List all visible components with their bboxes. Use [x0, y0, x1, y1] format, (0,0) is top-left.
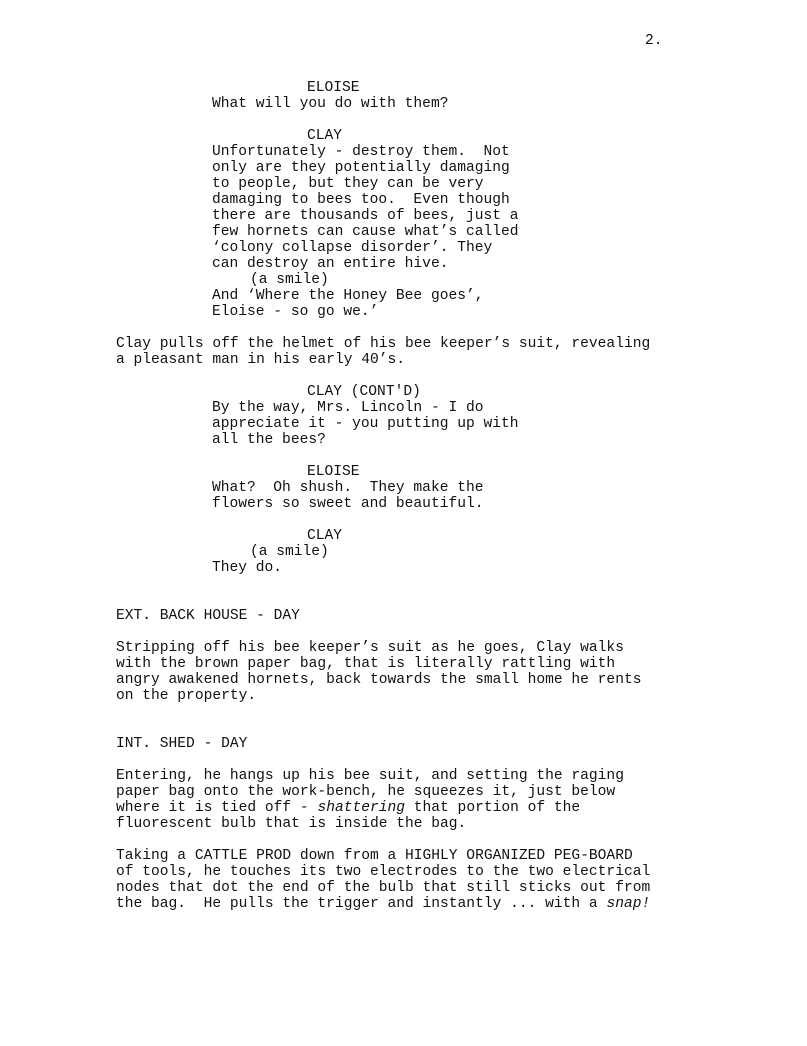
- dialogue-line: By the way, Mrs. Lincoln - I do: [212, 400, 484, 416]
- dialogue-line: to people, but they can be very: [212, 176, 484, 192]
- dialogue-line: appreciate it - you putting up with: [212, 416, 519, 432]
- dialogue-line: flowers so sweet and beautiful.: [212, 496, 484, 512]
- emphasis-text: snap!: [606, 896, 651, 912]
- action-text: where it is tied off -: [116, 800, 318, 816]
- action-line: fluorescent bulb that is inside the bag.: [116, 816, 467, 832]
- scene-heading: INT. SHED - DAY: [116, 736, 248, 752]
- dialogue-line: ‘colony collapse disorder’. They: [212, 240, 493, 256]
- action-line: angry awakened hornets, back towards the small home he rents: [116, 672, 642, 688]
- character-name: CLAY (CONT'D): [307, 384, 421, 400]
- action-line: Taking a CATTLE PROD down from a HIGHLY ORGANIZED PEG-BOARD: [116, 848, 633, 864]
- action-text: that portion of the: [405, 800, 581, 816]
- action-line: [116, 800, 580, 816]
- action-line: nodes that dot the end of the bulb that still sticks out from: [116, 880, 651, 896]
- action-text: the bag. He pulls the trigger and instantly ... with a: [116, 896, 607, 912]
- action-line: with the brown paper bag, that is literally rattling with: [116, 656, 616, 672]
- dialogue-line: there are thousands of bees, just a: [212, 208, 519, 224]
- action-line: Clay pulls off the helmet of his bee keeper’s suit, revealing: [116, 336, 651, 352]
- dialogue-line: only are they potentially damaging: [212, 160, 510, 176]
- parenthetical: (a smile): [250, 272, 329, 288]
- character-name: CLAY: [307, 528, 343, 544]
- character-name: ELOISE: [307, 80, 360, 96]
- dialogue-line: all the bees?: [212, 432, 326, 448]
- dialogue-line: Eloise - so go we.’: [212, 304, 379, 320]
- character-name: CLAY: [307, 128, 343, 144]
- dialogue-line: What will you do with them?: [212, 96, 449, 112]
- scene-heading: EXT. BACK HOUSE - DAY: [116, 608, 300, 624]
- action-line: Stripping off his bee keeper’s suit as he goes, Clay walks: [116, 640, 624, 656]
- action-line: Entering, he hangs up his bee suit, and setting the raging: [116, 768, 624, 784]
- action-line: on the property.: [116, 688, 257, 704]
- dialogue-line: few hornets can cause what’s called: [212, 224, 519, 240]
- action-line: paper bag onto the work-bench, he squeezes it, just below: [116, 784, 616, 800]
- dialogue-line: damaging to bees too. Even though: [212, 192, 510, 208]
- parenthetical: (a smile): [250, 544, 329, 560]
- action-line: of tools, he touches its two electrodes to the two electrical: [116, 864, 651, 880]
- dialogue-line: They do.: [212, 560, 283, 576]
- dialogue-line: Unfortunately - destroy them. Not: [212, 144, 510, 160]
- dialogue-line: can destroy an entire hive.: [212, 256, 449, 272]
- dialogue-line: And ‘Where the Honey Bee goes’,: [212, 288, 484, 304]
- action-line: [116, 896, 650, 912]
- emphasis-text: shattering: [317, 800, 406, 816]
- action-line: a pleasant man in his early 40’s.: [116, 352, 406, 368]
- dialogue-line: What? Oh shush. They make the: [212, 480, 484, 496]
- page-number: 2.: [645, 33, 663, 49]
- character-name: ELOISE: [307, 464, 360, 480]
